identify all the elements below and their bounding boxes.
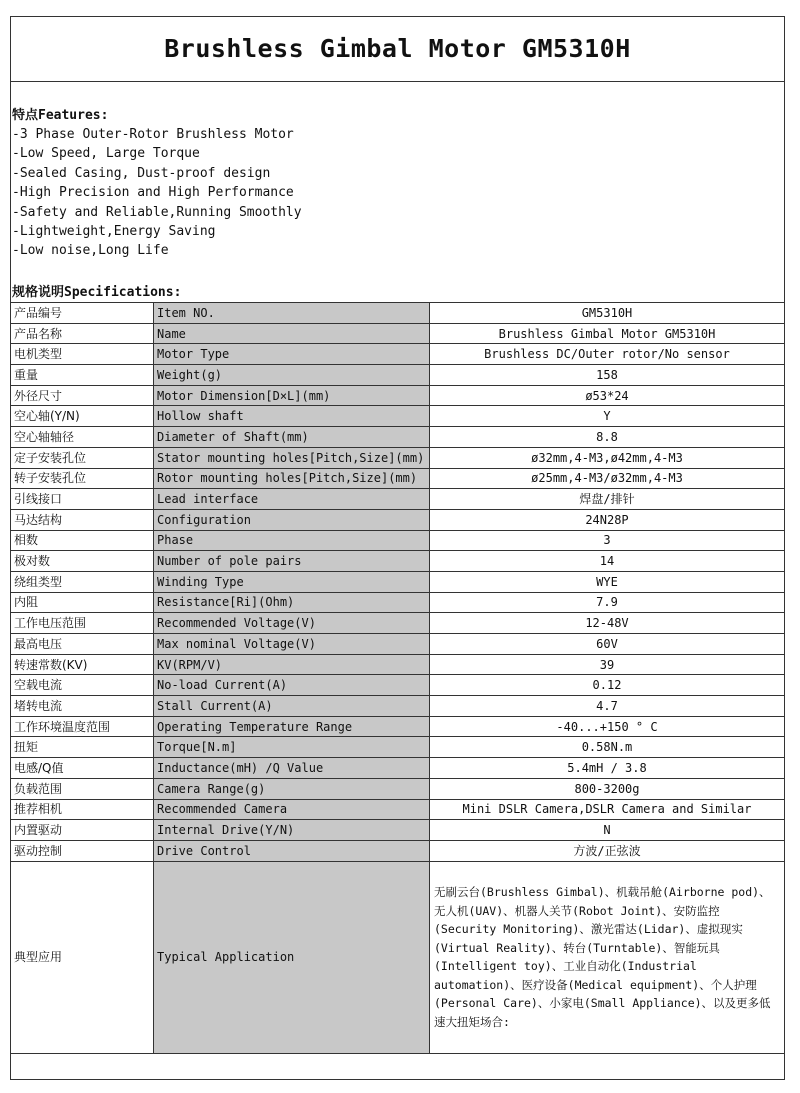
- spec-value: WYE: [430, 571, 785, 592]
- spec-en-label: Recommended Camera: [154, 799, 430, 820]
- table-row: [11, 634, 785, 655]
- table-row: [11, 530, 785, 551]
- spec-en-label: Stall Current(A): [154, 696, 430, 717]
- feature-item: -Low noise,Long Life: [12, 243, 169, 259]
- spec-cn-label: 空心轴(Y/N): [11, 406, 154, 427]
- spec-en-label: Resistance[Ri](Ohm): [154, 592, 430, 613]
- spec-value: 4.7: [430, 696, 785, 717]
- spec-value: Mini DSLR Camera,DSLR Camera and Similar: [430, 799, 785, 820]
- spec-value: 12-48V: [430, 613, 785, 634]
- spec-cn-label: 绕组类型: [11, 571, 154, 592]
- spec-cn-label: 典型应用: [11, 861, 154, 1053]
- spec-cn-label: 负载范围: [11, 778, 154, 799]
- spec-value: N: [430, 820, 785, 841]
- table-row: [11, 654, 785, 675]
- spec-value: Y: [430, 406, 785, 427]
- table-row: [11, 406, 785, 427]
- table-row: [11, 778, 785, 799]
- spec-value: Brushless Gimbal Motor GM5310H: [430, 323, 785, 344]
- table-row: [11, 840, 785, 861]
- feature-item: -Lightweight,Energy Saving: [12, 224, 216, 240]
- spec-en-label: Max nominal Voltage(V): [154, 634, 430, 655]
- spec-value: 5.4mH / 3.8: [430, 758, 785, 779]
- spec-cn-label: 重量: [11, 365, 154, 386]
- spec-en-label: Number of pole pairs: [154, 551, 430, 572]
- feature-item: -High Precision and High Performance: [12, 185, 294, 201]
- spec-cn-label: 产品编号: [11, 303, 154, 324]
- spec-value: 0.12: [430, 675, 785, 696]
- spec-cn-label: 最高电压: [11, 634, 154, 655]
- table-row: [11, 716, 785, 737]
- table-row: [11, 820, 785, 841]
- table-row: [11, 737, 785, 758]
- spec-cn-label: 空心轴轴径: [11, 427, 154, 448]
- spec-en-label: Internal Drive(Y/N): [154, 820, 430, 841]
- table-row: [11, 468, 785, 489]
- table-row: [11, 303, 785, 324]
- spec-cn-label: 转速常数(KV): [11, 654, 154, 675]
- spec-en-label: Configuration: [154, 509, 430, 530]
- spec-en-label: Motor Type: [154, 344, 430, 365]
- spec-value: 0.58N.m: [430, 737, 785, 758]
- table-row: [11, 696, 785, 717]
- features-section: [12, 106, 772, 261]
- table-row: [11, 385, 785, 406]
- spec-cn-label: 电机类型: [11, 344, 154, 365]
- spec-en-label: Item NO.: [154, 303, 430, 324]
- spec-en-label: Diameter of Shaft(mm): [154, 427, 430, 448]
- feature-item: -Sealed Casing, Dust-proof design: [12, 165, 271, 181]
- spec-en-label: Operating Temperature Range: [154, 716, 430, 737]
- spec-cn-label: 定子安装孔位: [11, 447, 154, 468]
- spec-value: ø53*24: [430, 385, 785, 406]
- table-row-typical-application: [11, 861, 785, 1053]
- spec-cn-label: 驱动控制: [11, 840, 154, 861]
- table-row: [11, 344, 785, 365]
- spec-en-label: Lead interface: [154, 489, 430, 510]
- spec-value: 3: [430, 530, 785, 551]
- spec-cn-label: 外径尺寸: [11, 385, 154, 406]
- spec-en-label: Phase: [154, 530, 430, 551]
- spec-en-label: Hollow shaft: [154, 406, 430, 427]
- spec-value: ø25mm,4-M3/ø32mm,4-M3: [430, 468, 785, 489]
- specifications-table-body: [11, 303, 785, 1054]
- spec-value: 60V: [430, 634, 785, 655]
- spec-value: 8.8: [430, 427, 785, 448]
- table-row: [11, 365, 785, 386]
- spec-value: 158: [430, 365, 785, 386]
- spec-en-label: Camera Range(g): [154, 778, 430, 799]
- spec-cn-label: 产品名称: [11, 323, 154, 344]
- spec-cn-label: 相数: [11, 530, 154, 551]
- specifications-table: [10, 302, 785, 1054]
- spec-cn-label: 推荐相机: [11, 799, 154, 820]
- spec-cn-label: 空载电流: [11, 675, 154, 696]
- spec-value: 39: [430, 654, 785, 675]
- spec-cn-label: 工作电压范围: [11, 613, 154, 634]
- spec-cn-label: 扭矩: [11, 737, 154, 758]
- table-row: [11, 509, 785, 530]
- spec-en-label: KV(RPM/V): [154, 654, 430, 675]
- table-row: [11, 447, 785, 468]
- spec-value: -40...+150 ° C: [430, 716, 785, 737]
- feature-item: -Safety and Reliable,Running Smoothly: [12, 204, 302, 220]
- spec-value: ø32mm,4-M3,ø42mm,4-M3: [430, 447, 785, 468]
- features-heading: 特点Features:: [12, 108, 109, 123]
- spec-value: 14: [430, 551, 785, 572]
- spec-en-label: Stator mounting holes[Pitch,Size](mm): [154, 447, 430, 468]
- spec-en-label: Torque[N.m]: [154, 737, 430, 758]
- table-row: [11, 758, 785, 779]
- spec-en-label: No-load Current(A): [154, 675, 430, 696]
- spec-cn-label: 内置驱动: [11, 820, 154, 841]
- spec-en-label: Name: [154, 323, 430, 344]
- feature-item: -Low Speed, Large Torque: [12, 146, 200, 162]
- spec-cn-label: 堵转电流: [11, 696, 154, 717]
- spec-en-label: Winding Type: [154, 571, 430, 592]
- spec-cn-label: 极对数: [11, 551, 154, 572]
- table-row: [11, 489, 785, 510]
- spec-value: 7.9: [430, 592, 785, 613]
- spec-en-label: Typical Application: [154, 861, 430, 1053]
- spec-value: 无刷云台(Brushless Gimbal)、机载吊舱(Airborne pod)、无人机(UAV)、机器人关节(Robot Joint)、安防监控(Security Monitoring)、激光雷达(Lidar)、虚拟现实(Virtual Reality)、转台(Turntable)、智能玩具(Intelligent toy)、工业自动化(Industrial automation)、医疗设备(Medical equipment)、个人护理(Personal Care)、小家电(Small Appliance)、以及更多低速大扭矩场合:: [430, 861, 785, 1053]
- table-row: [11, 675, 785, 696]
- spec-en-label: Weight(g): [154, 365, 430, 386]
- specifications-heading: 规格说明Specifications:: [12, 285, 182, 300]
- table-row: [11, 592, 785, 613]
- spec-cn-label: 转子安装孔位: [11, 468, 154, 489]
- spec-en-label: Drive Control: [154, 840, 430, 861]
- spec-cn-label: 电感/Q值: [11, 758, 154, 779]
- spec-value: GM5310H: [430, 303, 785, 324]
- page-title: Brushless Gimbal Motor GM5310H: [10, 16, 785, 82]
- spec-cn-label: 工作环境温度范围: [11, 716, 154, 737]
- spec-cn-label: 引线接口: [11, 489, 154, 510]
- spec-cn-label: 马达结构: [11, 509, 154, 530]
- spec-value: 24N28P: [430, 509, 785, 530]
- spec-cn-label: 内阻: [11, 592, 154, 613]
- table-row: [11, 323, 785, 344]
- spec-value: Brushless DC/Outer rotor/No sensor: [430, 344, 785, 365]
- feature-item: -3 Phase Outer-Rotor Brushless Motor: [12, 127, 294, 142]
- table-row: [11, 799, 785, 820]
- table-row: [11, 571, 785, 592]
- table-row: [11, 613, 785, 634]
- spec-en-label: Recommended Voltage(V): [154, 613, 430, 634]
- spec-en-label: Rotor mounting holes[Pitch,Size](mm): [154, 468, 430, 489]
- spec-value: 焊盘/排针: [430, 489, 785, 510]
- spec-value: 800-3200g: [430, 778, 785, 799]
- table-row: [11, 551, 785, 572]
- spec-en-label: Inductance(mH) /Q Value: [154, 758, 430, 779]
- table-row: [11, 427, 785, 448]
- spec-value: 方波/正弦波: [430, 840, 785, 861]
- spec-en-label: Motor Dimension[D×L](mm): [154, 385, 430, 406]
